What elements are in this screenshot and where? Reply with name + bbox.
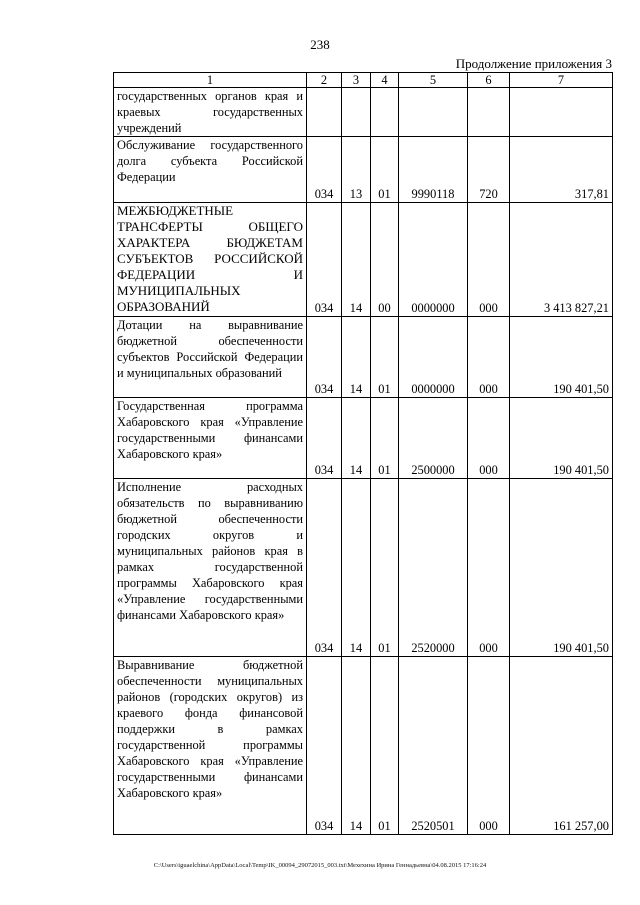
column-header: 3 xyxy=(342,73,371,88)
header-row xyxy=(114,73,613,88)
row-code-4 xyxy=(371,88,399,137)
row-code-4: 01 xyxy=(371,657,399,835)
column-header: 1 xyxy=(114,73,307,88)
row-code-3: 14 xyxy=(342,317,371,398)
row-code-6: 000 xyxy=(468,479,510,657)
row-code-5: 0000000 xyxy=(399,203,468,317)
row-name: Обслуживание государственного долга субъекта Российской Федерации xyxy=(114,137,307,203)
row-code-5: 2500000 xyxy=(399,398,468,479)
row-sum: 317,81 xyxy=(510,137,613,203)
row-sum: 190 401,50 xyxy=(510,398,613,479)
row-sum xyxy=(510,88,613,137)
column-header: 5 xyxy=(399,73,468,88)
row-code-5 xyxy=(399,88,468,137)
row-sum: 190 401,50 xyxy=(510,317,613,398)
column-header: 4 xyxy=(371,73,399,88)
table-row xyxy=(114,657,613,835)
table-row xyxy=(114,317,613,398)
row-code-5: 2520000 xyxy=(399,479,468,657)
page-number: 238 xyxy=(310,37,330,52)
row-code-5: 2520501 xyxy=(399,657,468,835)
row-code-5: 9990118 xyxy=(399,137,468,203)
row-code-4: 01 xyxy=(371,479,399,657)
row-code-6: 000 xyxy=(468,398,510,479)
file-path-footer: C:\Users\iguaelchina\AppData\Local\Temp\IK_00094_29072015_003.txt\Мехехина Ирина Геннадьевна\04.08.2015 17:16:24 xyxy=(153,862,487,869)
row-sum: 161 257,00 xyxy=(510,657,613,835)
row-code-2: 034 xyxy=(307,203,342,317)
row-code-4: 01 xyxy=(371,137,399,203)
budget-table xyxy=(113,72,613,835)
continuation-note: Продолжение приложения 3 xyxy=(455,56,612,71)
row-code-6: 000 xyxy=(468,657,510,835)
row-code-2: 034 xyxy=(307,317,342,398)
column-header: 2 xyxy=(307,73,342,88)
row-code-3: 13 xyxy=(342,137,371,203)
table-row xyxy=(114,88,613,137)
row-name: Исполнение расходных обязательств по выравниванию бюджетной обеспеченности городских округов и муниципальных районов края в рамках государственной программы Хабаровского края «Управление государственными финансами Хабаровского края» xyxy=(114,479,307,657)
row-code-2: 034 xyxy=(307,398,342,479)
row-code-3: 14 xyxy=(342,479,371,657)
row-code-3: 14 xyxy=(342,398,371,479)
column-header: 6 xyxy=(468,73,510,88)
row-code-6: 000 xyxy=(468,317,510,398)
row-code-6: 720 xyxy=(468,137,510,203)
row-sum: 3 413 827,21 xyxy=(510,203,613,317)
column-header: 7 xyxy=(510,73,613,88)
row-code-4: 01 xyxy=(371,317,399,398)
row-code-4: 01 xyxy=(371,398,399,479)
row-code-6 xyxy=(468,88,510,137)
row-name: Выравнивание бюджетной обеспеченности муниципальных районов (городских округов) из краевого фонда финансовой поддержки в рамках государственной программы Хабаровского края «Управление государственными финансами Хабаровского края» xyxy=(114,657,307,835)
row-sum: 190 401,50 xyxy=(510,479,613,657)
table-row xyxy=(114,398,613,479)
row-name: МЕЖБЮДЖЕТНЫЕ ТРАНСФЕРТЫ ОБЩЕГО ХАРАКТЕРА БЮДЖЕТАМ СУБЪЕКТОВ РОССИЙСКОЙ ФЕДЕРАЦИИ И МУНИЦИПАЛЬНЫХ ОБРАЗОВАНИЙ xyxy=(114,203,307,317)
row-code-2: 034 xyxy=(307,479,342,657)
row-name: Государственная программа Хабаровского края «Управление государственными финансами Хабаровского края» xyxy=(114,398,307,479)
row-code-6: 000 xyxy=(468,203,510,317)
table-row xyxy=(114,479,613,657)
table-row xyxy=(114,203,613,317)
row-code-2 xyxy=(307,88,342,137)
row-name: Дотации на выравнивание бюджетной обеспеченности субъектов Российской Федерации и муниципальных образований xyxy=(114,317,307,398)
row-code-5: 0000000 xyxy=(399,317,468,398)
row-code-3: 14 xyxy=(342,203,371,317)
row-code-2: 034 xyxy=(307,137,342,203)
row-name: государственных органов края и краевых государственных учреждений xyxy=(114,88,307,137)
row-code-4: 00 xyxy=(371,203,399,317)
row-code-3 xyxy=(342,88,371,137)
row-code-3: 14 xyxy=(342,657,371,835)
row-code-2: 034 xyxy=(307,657,342,835)
table-row xyxy=(114,137,613,203)
